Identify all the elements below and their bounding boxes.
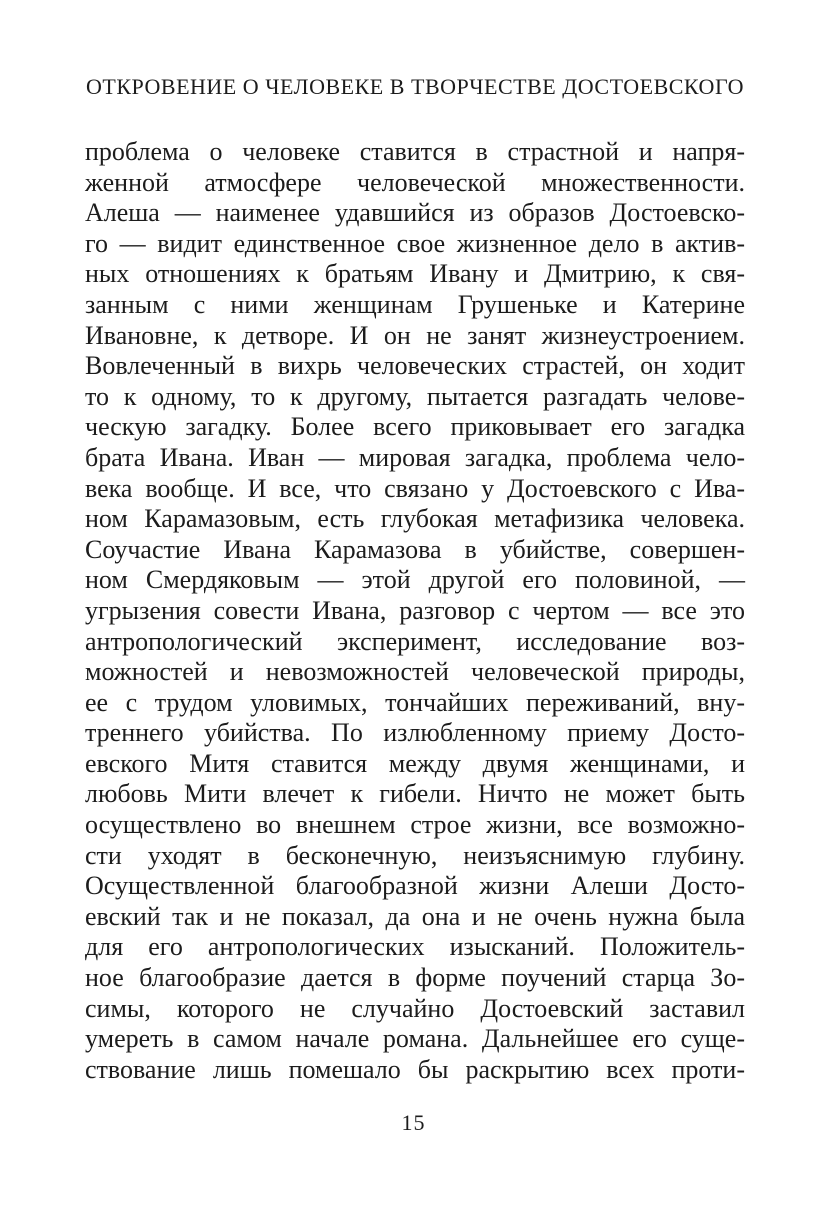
body-text-line: то к одному, то к другому, пытается разгадать челове-: [85, 381, 745, 411]
body-text: [85, 137, 745, 1085]
page-number: 15: [401, 1110, 426, 1135]
running-header: ОТКРОВЕНИЕ О ЧЕЛОВЕКЕ В ТВОРЧЕСТВЕ ДОСТОЕВСКОГО: [86, 74, 744, 99]
body-text-line: ее с трудом уловимых, тончайших переживаний, вну-: [85, 687, 745, 717]
body-text-line: ных отношениях к братьям Ивану и Дмитрию, к свя-: [85, 259, 745, 289]
body-text-line: ное благообразие дается в форме поучений старца Зо-: [85, 963, 745, 993]
body-text-line: Осуществленной благообразной жизни Алеши Досто-: [85, 871, 745, 901]
body-text-line: евский так и не показал, да она и не очень нужна была: [85, 901, 745, 931]
body-text-line: проблема о человеке ставится в страстной и напря-: [85, 137, 745, 166]
body-text-line: угрызения совести Ивана, разговор с чертом — все это: [85, 595, 745, 625]
body-text-line: сти уходят в бесконечную, неизъяснимую глубину.: [85, 840, 745, 870]
body-text-line: брата Ивана. Иван — мировая загадка, проблема чело-: [85, 442, 745, 472]
body-text-line: ствование лишь помешало бы раскрытию всех проти-: [85, 1054, 745, 1084]
body-text-line: умереть в самом начале романа. Дальнейшее его суще-: [85, 1024, 745, 1054]
body-text-line: Вовлеченный в вихрь человеческих страстей, он ходит: [85, 351, 745, 381]
body-text-line: ном Карамазовым, есть глубокая метафизика человека.: [85, 504, 745, 534]
body-text-line: ческую загадку. Более всего приковывает его загадка: [85, 412, 745, 442]
body-text-line: евского Митя ставится между двумя женщинами, и: [85, 748, 745, 778]
body-text-line: для его антропологических изысканий. Положитель-: [85, 932, 745, 962]
body-text-line: го — видит единственное свое жизненное дело в актив-: [85, 228, 745, 258]
body-text-line: Ивановне, к детворе. И он не занят жизнеустроением.: [85, 320, 745, 350]
body-text-line: ном Смердяковым — этой другой его половиной, —: [85, 565, 745, 595]
body-text-line: Алеша — наименее удавшийся из образов Достоевско-: [85, 198, 745, 228]
body-text-line: века вообще. И все, что связано у Достоевского с Ива-: [85, 473, 745, 503]
body-text-line: Соучастие Ивана Карамазова в убийстве, совершен-: [85, 534, 745, 564]
body-text-line: антропологический эксперимент, исследование воз-: [85, 626, 745, 656]
body-text-line: симы, которого не случайно Достоевский заставил: [85, 993, 745, 1023]
body-text-line: можностей и невозможностей человеческой природы,: [85, 657, 745, 687]
body-text-line: треннего убийства. По излюбленному приему Досто-: [85, 718, 745, 748]
body-text-line: занным с ними женщинам Грушеньке и Катерине: [85, 289, 745, 319]
body-text-line: осуществлено во внешнем строе жизни, все возможно-: [85, 810, 745, 840]
body-text-line: женной атмосфере человеческой множественности.: [85, 167, 745, 197]
body-text-line: любовь Мити влечет к гибели. Ничто не может быть: [85, 779, 745, 809]
